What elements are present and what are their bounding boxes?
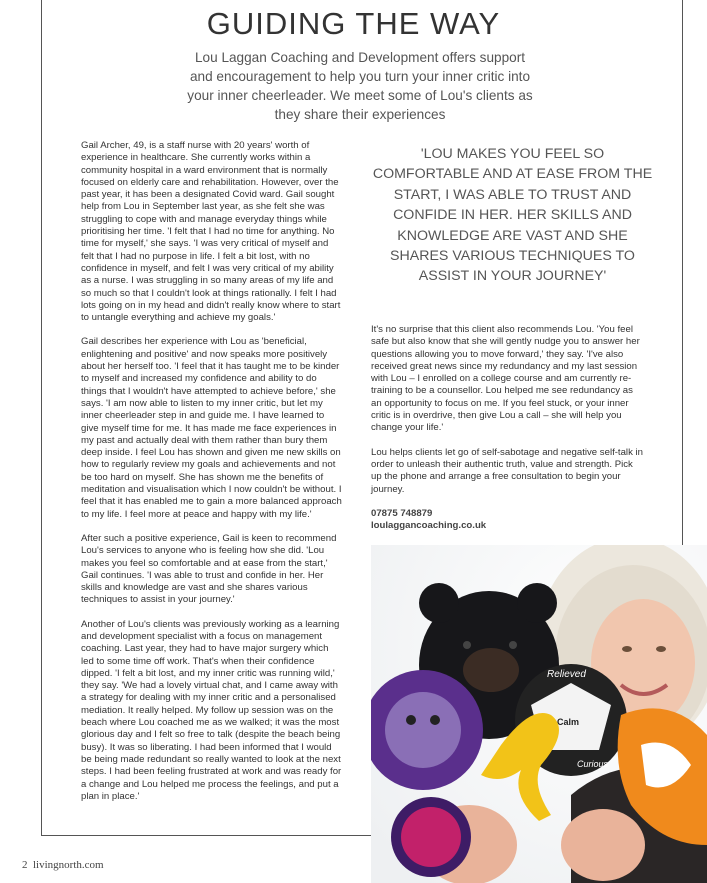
ball-label: Calm <box>557 717 580 727</box>
frame-right-rule <box>682 0 683 545</box>
contact-block <box>371 508 643 533</box>
body-paragraph: Lou helps clients let go of self-sabotage and negative self-talk in order to unleash their authentic truth, value and strength. Pick up the phone and arrange a free consultation to begin your journey. <box>371 446 643 495</box>
contact-phone[interactable]: 07875 748879 <box>371 507 433 519</box>
frame-left-rule <box>41 0 42 835</box>
left-column <box>81 140 343 815</box>
body-paragraph: It's no surprise that this client also recommends Lou. 'You feel safe but also know that she will gently nudge you to answer her questions allowing you to move forward,' they say. 'I've also received great news since my redundancy and my last session with Lou – I enrolled on a college course and am currently re-training to be a counsellor. Lou helped me see redundancy as an opportunity to focus on me. If you feel stuck, or your inner critic is in overdrive, then give Lou a call – she will help you change your life.' <box>371 324 640 434</box>
contact-website[interactable]: loulaggancoaching.co.uk <box>371 520 487 532</box>
site-name[interactable]: livingnorth.com <box>33 859 104 871</box>
page-footer <box>22 859 104 871</box>
ball-label: Curious <box>577 759 609 769</box>
pull-quote: 'LOU MAKES YOU FEEL SO COMFORTABLE AND AT EASE FROM THE START, I WAS ABLE TO TRUST AND CONFIDE IN HER. HER SKILLS AND KNOWLEDGE ARE VAST AND SHE SHARES VARIOUS TECHNIQUES TO ASSIST IN YOUR JOURNEY' <box>372 146 653 285</box>
body-paragraph: Gail describes her experience with Lou as 'beneficial, enlightening and positive' and now speaks more positively about her herself too. 'I feel that it has taught me to be kinder to myself and increased my confidence and ability to do things that I wouldn't have attempted to achieve before,' she says. 'I am now able to listen to my inner critic, but let my inner cheerleader step in and guide me. I have learned to give myself time for me. It has made me face experiences in my past and actually deal with them rather than bury them deep inside. I feel Lou has shown and given me new skills on how to regularly review my goals and achievements and not be too hard on myself. She has shown me the benefits of meditation and visualisation which I now couldn't be without. I feel that it has enabled me to gain a more balanced approach to my life. I feel more at peace and happy with my life.' <box>81 336 342 520</box>
article-title: GUIDING THE WAY <box>206 6 501 41</box>
page-number: 2 <box>22 859 28 871</box>
frame-bottom-rule <box>41 835 371 836</box>
photo-coach-with-toys <box>371 545 707 883</box>
body-paragraph: Gail Archer, 49, is a staff nurse with 20 years' worth of experience in healthcare. She currently works within a community hospital in a ward environment that is normally focused on elderly care and rehabilitation. However, over the past year, it has been a designated Covid ward. Gail sought help from Lou in September last year, as she felt she was struggling to cope with and manage everyday things while prioritising her time. 'I felt that I had no time for anything. No time for myself,' she says. 'I was very critical of myself and felt that I had no purpose in life. I felt a bit lost, with no confidence in myself, and felt I was very critical of my ability as a nurse. I was struggling in so many areas of my life and so much so that I couldn't look at things rationally. I felt I had lots going on in my head and didn't really know where to start to untangle everything and achieve my goals.' <box>81 140 341 324</box>
right-column <box>371 324 643 532</box>
photo-illustration <box>371 545 707 883</box>
ball-label: Relieved <box>547 669 586 680</box>
body-paragraph: Another of Lou's clients was previously working as a learning and development specialist with a focus on management coaching. Last year, they had to have major surgery which led to some time off work. That's when their confidence dipped. 'I felt a bit lost, and my inner critic was running wild,' they say. 'We had a lovely virtual chat, and I came away with a strategy for dealing with my inner critic and a personalised mediation. It really helped. My follow up session was on the beach where Lou coached me as we walked; it was the most glorious day and I felt so free to talk (despite the beach being busy). It was so liberating. I had been informed that I would be being made redundant so really wanted to look at the next steps. I had been feeling frustrated at work and was ready for a change and Lou helped me process the feelings, and put a plan in place.' <box>81 618 342 802</box>
hand-shape <box>561 809 645 881</box>
body-paragraph: After such a positive experience, Gail is keen to recommend Lou's services to anyone who is feeling how she did. 'Lou makes you feel so comfortable and at ease from the start,' Gail continues. 'I was able to trust and confide in her. Her skills and knowledge are vast and she shares various techniques to assist in your journey.' <box>81 532 337 606</box>
article-standfirst: Lou Laggan Coaching and Development offers support and encouragement to help you turn your inner critic into your inner cheerleader. We meet some of Lou's clients as they share their experiences <box>187 50 533 122</box>
